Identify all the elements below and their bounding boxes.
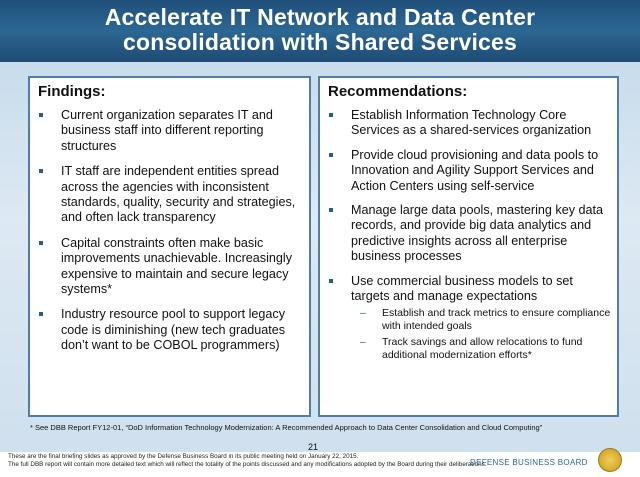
disclaimer-line-1: These are the final briefing slides as approved by the Defense Business Board in its public meeting held on January 22, 2015. xyxy=(8,453,359,460)
square-bullet-icon xyxy=(39,312,43,316)
recommendations-list xyxy=(320,108,617,362)
findings-item-text: Industry resource pool to support legacy code is diminishing (new tech graduates don’t want to be COBOL programmers) xyxy=(61,307,286,353)
square-bullet-icon xyxy=(329,208,333,212)
square-bullet-icon xyxy=(39,113,43,117)
dash-bullet-icon: – xyxy=(360,307,366,320)
dash-bullet-icon: – xyxy=(360,336,366,349)
recommendations-item xyxy=(320,203,617,265)
findings-item-text: Current organization separates IT and business staff into different reporting structures xyxy=(61,108,273,153)
recommendations-panel xyxy=(318,76,619,417)
findings-item xyxy=(30,307,309,353)
findings-item-text: Capital constraints often make basic improvements unachievable. Increasingly expensive to maintain and secure legacy systems* xyxy=(61,235,293,297)
organization-name: DEFENSE BUSINESS BOARD xyxy=(470,458,588,467)
recommendations-subitem-text: Track savings and allow relocations to fund additional modernization efforts* xyxy=(382,336,583,362)
footnote: * See DBB Report FY12-01, “DoD Information Technology Modernization: A Recommended Approach to Data Center Consolidation and Cloud Computing” xyxy=(30,423,543,432)
findings-list xyxy=(30,108,309,354)
slide-title-line-2: consolidation with Shared Services xyxy=(122,29,518,55)
slide-title-line-1: Accelerate IT Network and Data Center xyxy=(104,4,536,30)
square-bullet-icon xyxy=(329,113,333,117)
recommendations-subitem xyxy=(320,336,617,362)
square-bullet-icon xyxy=(39,169,43,173)
recommendations-subitem-text: Establish and track metrics to ensure compliance with intended goals xyxy=(382,307,611,333)
findings-heading: Findings: xyxy=(38,83,106,100)
findings-panel xyxy=(28,76,311,417)
square-bullet-icon xyxy=(329,153,333,157)
page-number: 21 xyxy=(308,442,319,452)
square-bullet-icon xyxy=(329,279,333,283)
recommendations-heading: Recommendations: xyxy=(328,83,468,100)
recommendations-item-text: Establish Information Technology Core Services as a shared-services organization xyxy=(351,108,592,138)
recommendations-item xyxy=(320,108,617,139)
square-bullet-icon xyxy=(39,241,43,245)
findings-item xyxy=(30,108,309,154)
seal-icon xyxy=(598,448,622,472)
recommendations-item xyxy=(320,148,617,194)
disclaimer-line-2: The full DBB report will contain more detailed text which will reflect the totality of the points discussed and any modifications adopted by the Board during their deliberations. xyxy=(8,461,487,468)
recommendations-item-text: Provide cloud provisioning and data pools to Innovation and Agility Support Services and Action Centers using self-service xyxy=(351,147,599,193)
recommendations-item-text: Manage large data pools, mastering key data records, and provide big data analytics and predictive insights across all enterprise business processes xyxy=(351,203,604,264)
recommendations-subitem xyxy=(320,307,617,333)
recommendations-item xyxy=(320,274,617,305)
recommendations-item-text: Use commercial business models to set targets and manage expectations xyxy=(351,273,573,304)
findings-item xyxy=(30,164,309,226)
findings-item xyxy=(30,236,309,298)
findings-item-text: IT staff are independent entities spread across the agencies with inconsistent standards, quality, security and strategies, and often lack transparency xyxy=(61,164,296,225)
slide-header xyxy=(0,0,640,62)
